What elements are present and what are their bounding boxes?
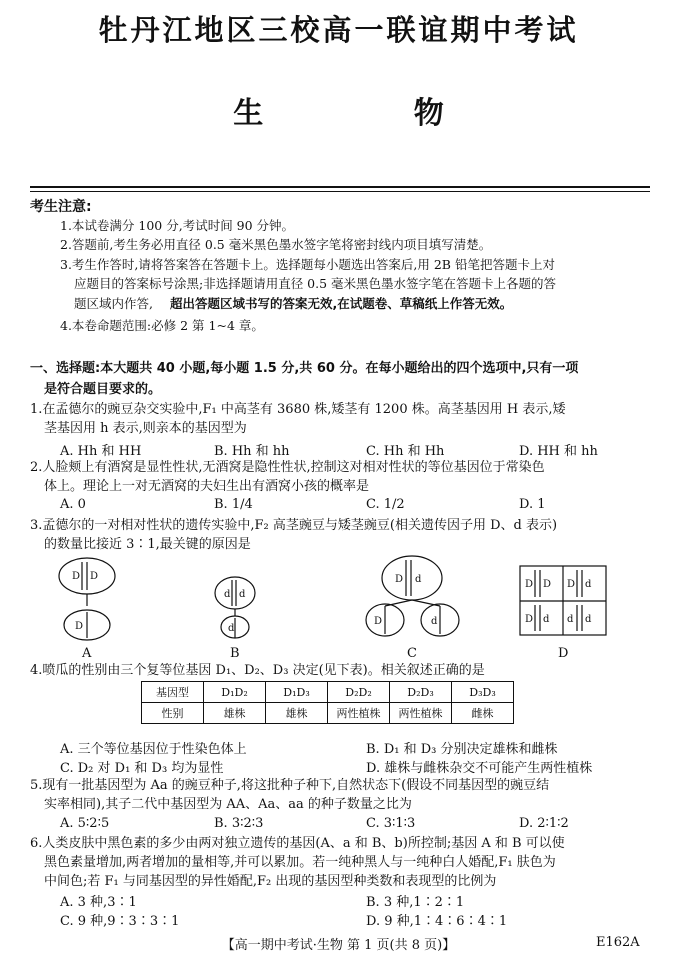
notice-item: 4.本卷命题范围:必修 2 第 1~4 章。 [60,318,264,333]
option-b: B. D₁ 和 D₃ 分别决定雄株和雌株 [366,742,558,757]
gene-label: D [525,579,534,590]
option-b: B. Hh 和 hh [214,444,290,459]
question-5-cont: 实率相同),其子二代中基因型为 AA、Aa、aa 的种子数量之比为 [44,797,412,812]
gene-label: D [72,571,81,582]
notice-item: 3.考生作答时,请将答案答在答题卡上。选择题每小题选出答案后,用 2B 铅笔把答题卡上对 [60,257,555,272]
option-d: D. 1 [519,497,546,512]
gene-label: d [567,614,574,625]
question-2-cont: 体上。理论上一对无酒窝的夫妇生出有酒窝小孩的概率是 [44,479,370,494]
gene-label: D [395,574,404,585]
table-cell: D₂D₃ [390,682,452,703]
question-4: 4.喷瓜的性别由三个复等位基因 D₁、D₂、D₃ 决定(见下表)。相关叙述正确的是 [30,663,485,678]
gene-label: d [585,614,592,625]
option-d: D. HH 和 hh [519,444,598,459]
table-cell: 性别 [142,703,204,724]
table-cell: 两性植株 [328,703,390,724]
genotype-table [141,681,514,724]
table-cell: D₁D₃ [266,682,328,703]
gene-label: D [525,614,534,625]
gene-label: D [543,579,552,590]
table-cell: D₂D₂ [328,682,390,703]
question-3: 3.孟德尔的一对相对性状的遗传实验中,F₂ 高茎豌豆与矮茎豌豆(相关遗传因子用 D、d 表示) [30,518,558,533]
option-b: B. 1/4 [214,497,253,512]
exam-code: E162A [596,935,640,950]
notice-item: 题区域内作答, [74,296,153,311]
question-3-cont: 的数量比接近 3∶1,最关键的原因是 [44,537,251,552]
gene-label: D [75,621,84,632]
gene-label: D [374,616,383,627]
option-c: C. 3∶1∶3 [366,816,416,831]
gene-label: d [585,579,592,590]
gene-label: D [90,571,99,582]
subject-title: 生 物 [233,96,514,131]
table-cell: 雄株 [266,703,328,724]
option-c: C. D₂ 对 D₁ 和 D₃ 均为显性 [60,761,224,776]
option-d: D. 雄株与雌株杂交不可能产生两性植株 [366,761,593,776]
question-5: 5.现有一批基因型为 Aa 的豌豆种子,将这批种子种下,自然状态下(假设不同基因型的豌豆结 [30,778,550,793]
question-2: 2.人脸颊上有酒窝是显性性状,无酒窝是隐性性状,控制这对相对性状的等位基因位于常染色 [30,460,545,475]
genetics-diagram [50,553,630,663]
option-d: D. 2∶1∶2 [519,816,569,831]
notice-item: 应题目的答案标号涂黑;非选择题请用直径 0.5 毫米黑色墨水签字笔在答题卡上各题的答 [74,276,557,291]
option-a: A. 三个等位基因位于性染色体上 [60,742,247,757]
option-c: C. 1/2 [366,497,405,512]
page-footer: 【高一期中考试·生物 第 1 页(共 8 页)】 [221,938,456,953]
question-6-cont: 中间色;若 F₁ 与同基因型的异性婚配,F₂ 出现的基因型种类数和表现型的比例为 [44,874,497,889]
exam-title: 牡丹江地区三校高一联谊期中考试 [98,13,579,47]
table-cell: 雌株 [452,703,514,724]
question-6: 6.人类皮肤中黑色素的多少由两对独立遗传的基因(A、a 和 B、b)所控制;基因 A 和 B 可以使 [30,836,565,851]
table-cell: 基因型 [142,682,204,703]
notice-item: 2.答题前,考生务必用直径 0.5 毫米黑色墨水签字笔将密封线内项目填写清楚。 [60,237,492,252]
option-d: D. 9 种,1∶4∶6∶4∶1 [366,914,508,929]
gene-label: d [415,574,422,585]
gene-label: d [239,589,246,600]
option-a: A. 0 [60,497,86,512]
diagram-label-c: C [407,646,417,661]
option-a: A. 5∶2∶5 [60,816,110,831]
diagram-label-d: D [558,646,569,661]
question-6-cont: 黑色素量增加,两者增加的量相等,并可以累加。若一纯种黑人与一纯种白人婚配,F₁ 肤色为 [44,855,556,870]
gene-label: d [431,616,438,627]
question-1: 1.在孟德尔的豌豆杂交实验中,F₁ 中高茎有 3680 株,矮茎有 1200 株。高茎基因用 H 表示,矮 [30,402,566,417]
gene-label: d [224,589,231,600]
gene-label: d [543,614,550,625]
divider [30,186,650,188]
divider [30,191,650,192]
table-cell: 两性植株 [390,703,452,724]
notice-item: 1.本试卷满分 100 分,考试时间 90 分钟。 [60,218,295,233]
table-cell: D₁D₂ [204,682,266,703]
table-cell: D₃D₃ [452,682,514,703]
option-c: C. Hh 和 Hh [366,444,445,459]
diagram-label-b: B [230,646,240,661]
table-row [142,682,514,703]
gene-label: D [567,579,576,590]
notice-heading: 考生注意: [30,199,92,215]
gene-label: d [228,623,235,634]
diagram-label-a: A [82,646,92,661]
question-1-cont: 茎基因用 h 表示,则亲本的基因型为 [44,421,247,436]
option-b: B. 3 种,1∶2∶1 [366,895,465,910]
option-a: A. Hh 和 HH [60,444,142,459]
notice-warning: 超出答题区域书写的答案无效,在试题卷、草稿纸上作答无效。 [170,296,513,311]
option-b: B. 3∶2∶3 [214,816,264,831]
section-instruction: 一、选择题:本大题共 40 小题,每小题 1.5 分,共 60 分。在每小题给出的四个选项中,只有一项 [30,361,579,376]
option-c: C. 9 种,9∶3∶3∶1 [60,914,180,929]
option-a: A. 3 种,3∶1 [60,895,137,910]
table-row [142,703,514,724]
table-cell: 雄株 [204,703,266,724]
section-instruction: 是符合题目要求的。 [44,382,162,397]
